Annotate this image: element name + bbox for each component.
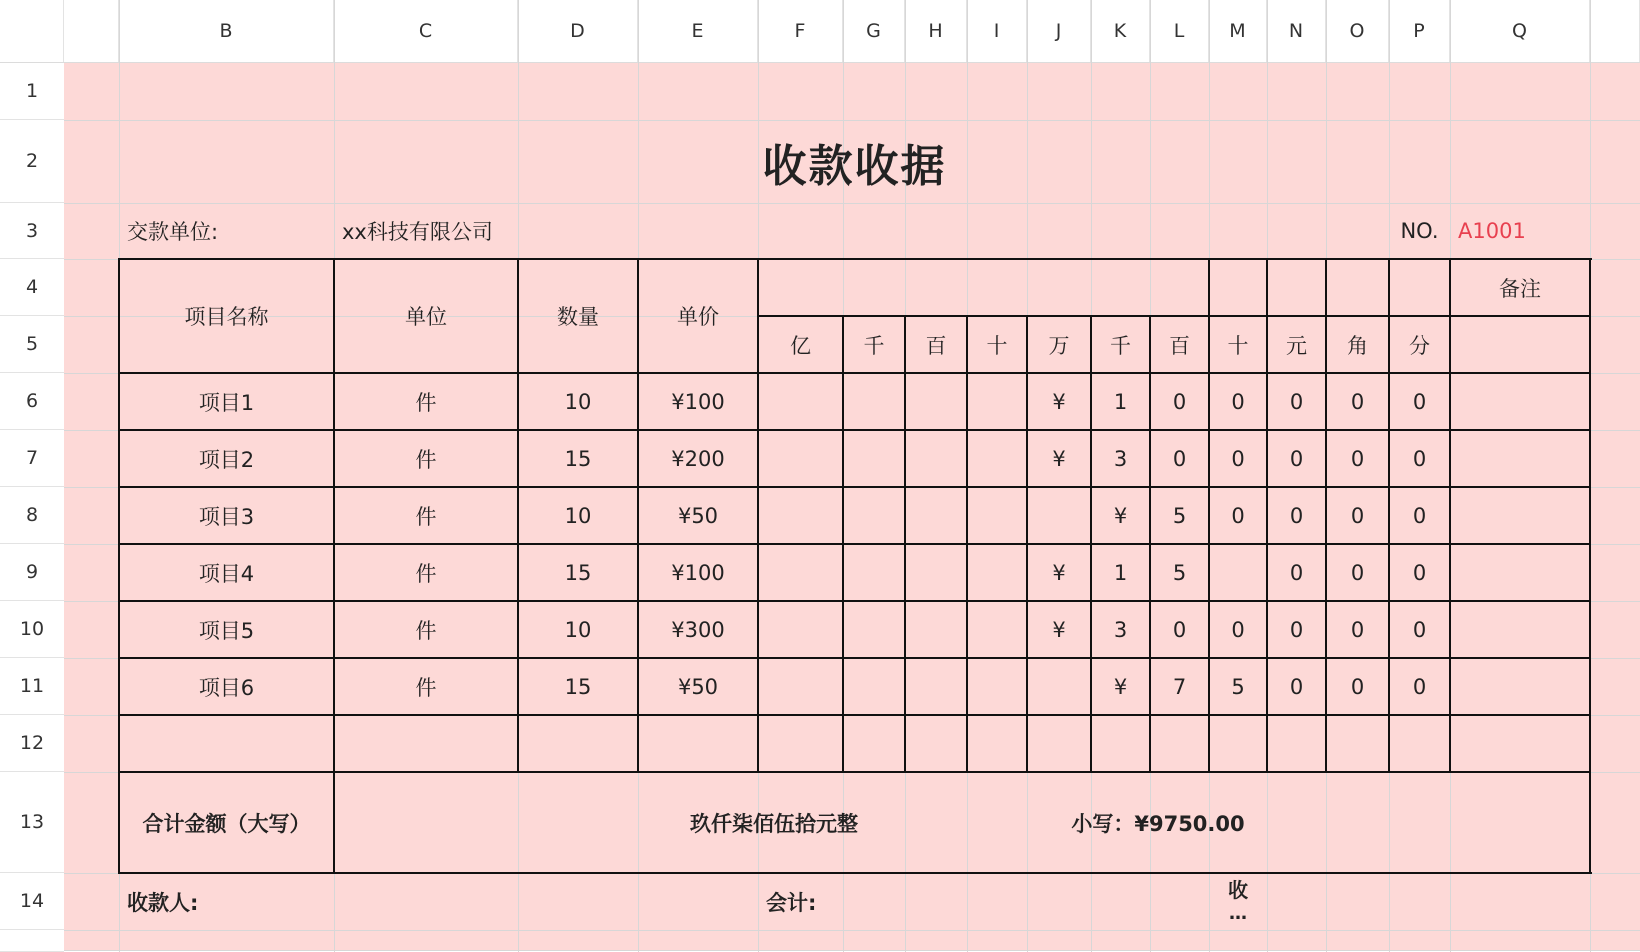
item-digit[interactable] <box>1027 658 1091 715</box>
header-digit-9: 角 <box>1347 333 1368 358</box>
item-digit[interactable]: 0 <box>1289 617 1304 642</box>
item-digit[interactable]: ¥ <box>1052 560 1066 585</box>
item-digit[interactable] <box>843 601 905 658</box>
item-digit[interactable] <box>758 601 843 658</box>
column-header-b[interactable]: B <box>119 0 334 62</box>
item-digit[interactable] <box>843 373 905 430</box>
column-header-l[interactable]: L <box>1150 0 1209 62</box>
header-digit-8: 元 <box>1286 333 1307 358</box>
item-unit[interactable]: 件 <box>415 561 437 586</box>
item-qty[interactable]: 10 <box>564 389 592 414</box>
border <box>1589 258 1591 874</box>
item-digit[interactable]: 5 <box>1231 674 1245 699</box>
grid-h <box>64 950 1640 951</box>
row-header-5[interactable]: 5 <box>0 316 64 373</box>
header-digit-6: 百 <box>1169 333 1190 358</box>
item-price[interactable]: ¥100 <box>671 560 725 585</box>
item-qty[interactable]: 15 <box>564 446 592 471</box>
item-qty[interactable]: 15 <box>564 560 592 585</box>
row-header-10[interactable]: 10 <box>0 601 64 658</box>
column-header-m[interactable]: M <box>1209 0 1267 62</box>
item-digit[interactable]: 0 <box>1412 560 1427 585</box>
item-digit[interactable]: 0 <box>1412 446 1427 471</box>
item-digit[interactable]: 7 <box>1172 674 1187 699</box>
item-digit[interactable]: 0 <box>1231 503 1245 528</box>
column-header-d[interactable]: D <box>518 0 638 62</box>
header-remark: 备注 <box>1499 276 1541 301</box>
column-header-k[interactable]: K <box>1091 0 1150 62</box>
item-price[interactable]: ¥50 <box>677 503 719 528</box>
item-digit[interactable] <box>758 544 843 601</box>
item-digit[interactable] <box>758 430 843 487</box>
header-digit-5: 千 <box>1110 333 1131 358</box>
item-digit[interactable]: 0 <box>1289 674 1304 699</box>
column-header-n[interactable]: N <box>1267 0 1326 62</box>
total-lower[interactable]: 小写：¥9750.00 <box>1071 811 1245 836</box>
item-digit[interactable]: 0 <box>1172 389 1187 414</box>
item-digit[interactable] <box>1027 487 1091 544</box>
item-digit[interactable]: 0 <box>1412 503 1427 528</box>
row-header-4[interactable]: 4 <box>0 259 64 316</box>
item-digit[interactable]: 0 <box>1412 617 1427 642</box>
total-upper[interactable]: 玖仟柒佰伍拾元整 <box>690 811 858 836</box>
item-digit[interactable]: 0 <box>1350 560 1365 585</box>
item-digit[interactable]: 0 <box>1289 503 1304 528</box>
item-digit[interactable]: 0 <box>1231 446 1245 471</box>
receipt-no-value[interactable]: A1001 <box>1458 219 1526 243</box>
truncated-label-2: … <box>1229 902 1247 924</box>
row-header-14[interactable]: 14 <box>0 873 64 930</box>
accountant-label: 会计: <box>766 890 817 915</box>
item-digit[interactable]: ¥ <box>1052 617 1066 642</box>
item-digit[interactable] <box>967 601 1027 658</box>
item-digit[interactable]: 0 <box>1350 446 1365 471</box>
item-digit[interactable]: ¥ <box>1052 446 1066 471</box>
item-digit[interactable]: ¥ <box>1052 389 1066 414</box>
header-digit-2: 百 <box>925 333 947 358</box>
row-header-2[interactable]: 2 <box>0 120 64 203</box>
item-digit[interactable] <box>905 544 967 601</box>
header-qty: 数量 <box>557 305 599 329</box>
receipt-no-label: NO. <box>1400 219 1439 243</box>
row-header-13[interactable]: 13 <box>0 772 64 873</box>
row-header-12[interactable]: 12 <box>0 715 64 772</box>
item-qty[interactable]: 10 <box>564 617 592 642</box>
payee-label: 收款人: <box>127 890 199 915</box>
column-header-c[interactable]: C <box>334 0 518 62</box>
row-header-extra <box>0 930 64 952</box>
item-name[interactable]: 项目6 <box>198 675 255 700</box>
column-header-p[interactable]: P <box>1389 0 1450 62</box>
item-unit[interactable]: 件 <box>415 675 437 700</box>
row-header-3[interactable]: 3 <box>0 203 64 259</box>
item-digit[interactable] <box>843 544 905 601</box>
item-digit[interactable]: ¥ <box>1113 503 1128 528</box>
header-price: 单价 <box>677 305 719 329</box>
item-name[interactable]: 项目4 <box>198 561 255 586</box>
item-digit[interactable] <box>1209 544 1267 601</box>
row-header-9[interactable]: 9 <box>0 544 64 601</box>
item-digit[interactable] <box>905 487 967 544</box>
column-header-select-all[interactable] <box>0 0 64 62</box>
item-qty[interactable]: 10 <box>564 503 592 528</box>
item-digit[interactable] <box>967 487 1027 544</box>
item-digit[interactable] <box>758 487 843 544</box>
item-name[interactable]: 项目1 <box>198 390 255 415</box>
item-digit[interactable] <box>905 658 967 715</box>
column-header-e[interactable]: E <box>638 0 758 62</box>
item-digit[interactable]: 0 <box>1289 446 1304 471</box>
header-digit-10: 分 <box>1409 333 1430 358</box>
item-digit[interactable] <box>967 430 1027 487</box>
item-digit[interactable]: 0 <box>1350 389 1365 414</box>
item-digit[interactable] <box>758 658 843 715</box>
item-digit[interactable]: 0 <box>1350 617 1365 642</box>
item-digit[interactable]: 3 <box>1113 617 1128 642</box>
row-header-7[interactable]: 7 <box>0 430 64 487</box>
item-digit[interactable]: 0 <box>1412 389 1427 414</box>
column-header-f[interactable]: F <box>758 0 843 62</box>
item-digit[interactable] <box>758 373 843 430</box>
row-header-1[interactable]: 1 <box>0 63 64 120</box>
item-digit[interactable] <box>967 658 1027 715</box>
item-digit[interactable]: 0 <box>1231 617 1245 642</box>
item-digit[interactable]: 3 <box>1113 446 1128 471</box>
header-digit-1: 千 <box>863 333 885 358</box>
column-header-a[interactable] <box>64 0 119 62</box>
item-digit[interactable] <box>905 430 967 487</box>
item-name[interactable]: 项目2 <box>198 447 255 472</box>
item-price[interactable]: ¥100 <box>671 389 725 414</box>
header-item-name: 项目名称 <box>184 305 269 329</box>
receipt-title: 收款收据 <box>762 140 947 192</box>
item-price[interactable]: ¥300 <box>671 617 725 642</box>
header-unit: 单位 <box>405 305 447 329</box>
column-header-q[interactable]: Q <box>1450 0 1590 62</box>
item-digit[interactable]: 0 <box>1350 503 1365 528</box>
item-name[interactable]: 项目5 <box>198 618 255 643</box>
item-unit[interactable]: 件 <box>415 618 437 643</box>
item-digit[interactable] <box>843 487 905 544</box>
item-price[interactable]: ¥50 <box>677 674 719 699</box>
header-divider <box>0 62 1640 63</box>
header-digit-7: 十 <box>1227 333 1249 358</box>
item-price[interactable]: ¥200 <box>671 446 725 471</box>
item-digit[interactable] <box>967 373 1027 430</box>
item-qty[interactable]: 15 <box>564 674 592 699</box>
item-digit[interactable]: 0 <box>1412 674 1427 699</box>
total-label: 合计金额（大写） <box>142 811 311 836</box>
header-digit-0: 亿 <box>790 333 811 358</box>
item-digit[interactable]: 0 <box>1172 446 1187 471</box>
row-header-6[interactable]: 6 <box>0 373 64 430</box>
item-digit[interactable] <box>843 658 905 715</box>
row-header-8[interactable]: 8 <box>0 487 64 544</box>
item-digit[interactable] <box>843 430 905 487</box>
grid-h <box>64 930 1640 931</box>
item-digit[interactable]: 5 <box>1172 503 1187 528</box>
column-header-o[interactable]: O <box>1326 0 1389 62</box>
item-digit[interactable]: ¥ <box>1113 674 1128 699</box>
column-header-i[interactable]: I <box>967 0 1027 62</box>
item-digit[interactable]: 0 <box>1289 389 1304 414</box>
payer-value[interactable]: xx科技有限公司 <box>342 220 493 244</box>
header-digit-3: 十 <box>986 333 1008 358</box>
payer-label: 交款单位: <box>127 220 219 244</box>
item-unit[interactable]: 件 <box>415 447 437 472</box>
item-unit[interactable]: 件 <box>415 504 437 529</box>
column-header-extra <box>1590 0 1640 62</box>
item-digit[interactable] <box>967 544 1027 601</box>
item-digit[interactable]: 0 <box>1172 617 1187 642</box>
column-header-g[interactable]: G <box>843 0 905 62</box>
item-unit[interactable]: 件 <box>415 390 437 415</box>
truncated-label-1: 收 <box>1228 877 1248 902</box>
item-name[interactable]: 项目3 <box>198 504 255 529</box>
item-digit[interactable]: 1 <box>1113 560 1128 585</box>
item-digit[interactable]: 0 <box>1289 560 1304 585</box>
item-digit[interactable] <box>905 601 967 658</box>
item-digit[interactable]: 0 <box>1350 674 1365 699</box>
column-header-h[interactable]: H <box>905 0 967 62</box>
item-digit[interactable]: 5 <box>1172 560 1187 585</box>
item-digit[interactable] <box>905 373 967 430</box>
header-digit-4: 万 <box>1048 333 1070 358</box>
column-header-j[interactable]: J <box>1027 0 1091 62</box>
item-digit[interactable]: 0 <box>1231 389 1245 414</box>
row-header-11[interactable]: 11 <box>0 658 64 715</box>
item-digit[interactable]: 1 <box>1113 389 1128 414</box>
